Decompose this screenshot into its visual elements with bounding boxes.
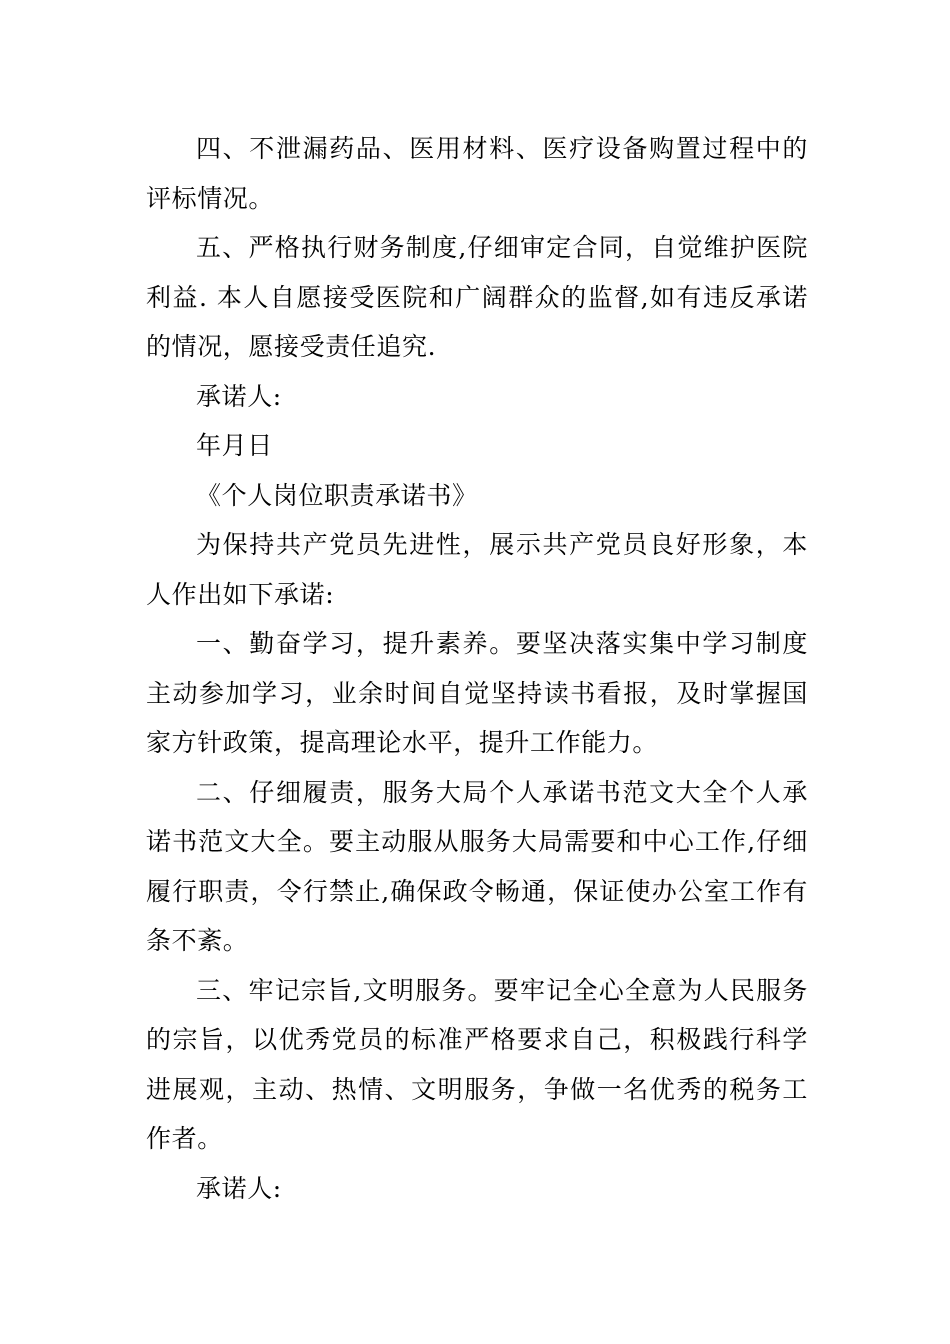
document-page (146, 124, 808, 1213)
paragraph-pledge-two: 二、仔细履责，服务大局个人承诺书范文大全个人承诺书范文大全。要主动服从服务大局需要和中心工作,仔细履行职责，令行禁止,确保政令畅通，保证使办公室工作有条不紊。 (146, 777, 808, 955)
paragraph-pledge-one: 一、勤奋学习，提升素养。要坚决落实集中学习制度主动参加学习，业余时间自觉坚持读书看报，及时掌握国家方针政策，提高理论水平，提升工作能力。 (146, 629, 808, 757)
paragraph-intro: 为保持共产党员先进性，展示共产党员良好形象，本人作出如下承诺: (146, 530, 808, 609)
section-title: 《个人岗位职责承诺书》 (196, 480, 478, 510)
paragraph-clause-four: 四、不泄漏药品、医用材料、医疗设备购置过程中的评标情况。 (146, 134, 808, 213)
paragraph-clause-five: 五、严格执行财务制度,仔细审定合同，自觉维护医院利益. 本人自愿接受医院和广阔群众的监督,如有违反承诺的情况，愿接受责任追究. (146, 233, 808, 361)
date-line: 年月日 (196, 431, 273, 460)
signature-label-2: 承诺人: (196, 1173, 282, 1203)
signature-label: 承诺人: (196, 381, 282, 411)
paragraph-pledge-three: 三、牢记宗旨,文明服务。要牢记全心全意为人民服务的宗旨，以优秀党员的标准严格要求自己，积极践行科学进展观，主动、热情、文明服务，争做一名优秀的税务工作者。 (146, 975, 808, 1153)
